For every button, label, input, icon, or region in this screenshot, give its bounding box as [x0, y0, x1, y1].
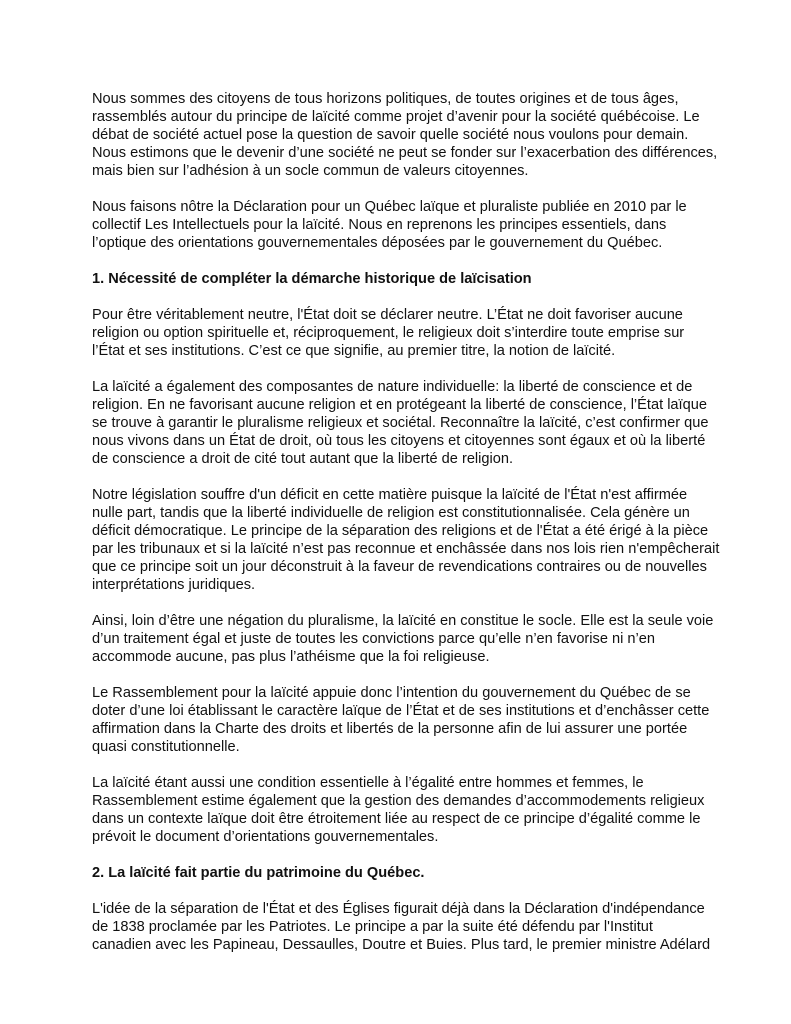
paragraph: [92, 378, 708, 468]
text-line: mais bien sur l’adhésion à un socle commun de valeurs citoyennes.: [92, 163, 529, 179]
paragraph: [92, 900, 711, 954]
document-page: [92, 90, 720, 972]
text-line: religion. En ne favorisant aucune religion et en protégeant la liberté de conscience, l’État laïque: [92, 397, 707, 413]
text-line: interprétations juridiques.: [92, 577, 256, 593]
text-line: l’optique des orientations gouvernementales déposées par le gouvernement du Québec.: [92, 235, 663, 251]
text-line: Le Rassemblement pour la laïcité appuie donc l’intention du gouvernement du Québec de se: [92, 685, 691, 701]
text-line: religion ou option spirituelle et, réciproquement, le religieux doit s’interdire toute emprise sur: [92, 325, 685, 341]
text-line: dans un contexte laïque doit être étroitement liée au respect de ce principe d’égalité comme le: [92, 811, 701, 827]
text-line: La laïcité a également des composantes de nature individuelle: la liberté de conscience et de: [92, 379, 693, 395]
text-line: La laïcité étant aussi une condition essentielle à l’égalité entre hommes et femmes, le: [92, 775, 644, 791]
paragraph: [92, 90, 718, 180]
text-line: accommode aucune, pas plus l’athéisme que la foi religieuse.: [92, 649, 490, 665]
paragraph: [92, 612, 714, 666]
text-line: Nous sommes des citoyens de tous horizons politiques, de toutes origines et de tous âges,: [92, 91, 679, 107]
text-line: Notre législation souffre d'un déficit en cette matière puisque la laïcité de l'État n'est affirmée: [92, 487, 688, 503]
text-line: d’un traitement égal et juste de toutes les convictions parce qu’elle n’en favorise ni n’en: [92, 631, 656, 647]
text-line: quasi constitutionnelle.: [92, 739, 240, 755]
text-line: nous vivons dans un État de droit, où tous les citoyens et citoyennes sont égaux et où la liberté: [92, 433, 706, 449]
text-line: se trouve à garantir le pluralisme religieux et sociétal. Reconnaître la laïcité, c’est confirmer que: [92, 415, 709, 431]
text-line: l’État et ses institutions. C’est ce que signifie, au premier titre, la notion de laïcité.: [92, 343, 616, 359]
paragraph: [92, 486, 720, 594]
text-line: 1. Nécessité de compléter la démarche historique de laïcisation: [92, 271, 532, 287]
text-line: Rassemblement estime également que la gestion des demandes d’accommodements religieux: [92, 793, 705, 809]
text-line: rassemblés autour du principe de laïcité comme projet d’avenir pour la société québécoise. Le: [92, 109, 700, 125]
section-heading: [92, 864, 708, 882]
text-line: doter d’une loi établissant le caractère laïque de l’État et de ses institutions et d’enchâsser cette: [92, 703, 710, 719]
text-line: prévoit le document d’orientations gouvernementales.: [92, 829, 439, 845]
text-line: que ce principe soit un jour déconstruit à la faveur de revendications contraires ou de nouvelles: [92, 559, 707, 575]
text-line: débat de société actuel pose la question de savoir quelle société nous voulons pour demain.: [92, 127, 689, 143]
paragraph: [92, 306, 708, 360]
text-line: Nous faisons nôtre la Déclaration pour un Québec laïque et pluraliste publiée en 2010 par le: [92, 199, 687, 215]
text-line: Nous estimons que le devenir d’une société ne peut se fonder sur l’exacerbation des différences,: [92, 145, 718, 161]
text-line: nulle part, tandis que la liberté individuelle de religion est constitutionnalisée. Cela génère un: [92, 505, 690, 521]
text-line: de 1838 proclamée par les Patriotes. Le principe a par la suite été défendu par l'Institut: [92, 919, 653, 935]
text-line: Pour être véritablement neutre, l'État doit se déclarer neutre. L’État ne doit favoriser aucune: [92, 307, 683, 323]
text-line: canadien avec les Papineau, Dessaulles, Doutre et Buies. Plus tard, le premier ministre Adélard: [92, 937, 711, 953]
text-line: collectif Les Intellectuels pour la laïcité. Nous en reprenons les principes essentiels, dans: [92, 217, 667, 233]
text-line: de conscience a droit de cité tout autant que la liberté de religion.: [92, 451, 514, 467]
paragraph: [92, 198, 708, 252]
text-line: 2. La laïcité fait partie du patrimoine du Québec.: [92, 865, 425, 881]
text-line: L'idée de la séparation de l'État et des Églises figurait déjà dans la Déclaration d'indépendance: [92, 901, 705, 917]
text-line: déficit démocratique. Le principe de la séparation des religions et de l'État a été érigé à la pièce: [92, 523, 709, 539]
text-line: par les tribunaux et si la laïcité n’est pas reconnue et enchâssée dans nos lois rien n'empêcherait: [92, 541, 720, 557]
paragraph: [92, 774, 708, 846]
section-heading: [92, 270, 708, 288]
paragraph: [92, 684, 708, 756]
text-line: Ainsi, loin d’être une négation du pluralisme, la laïcité en constitue le socle. Elle est la seule voie: [92, 613, 714, 629]
text-line: affirmation dans la Charte des droits et libertés de la personne afin de lui assurer une portée: [92, 721, 688, 737]
